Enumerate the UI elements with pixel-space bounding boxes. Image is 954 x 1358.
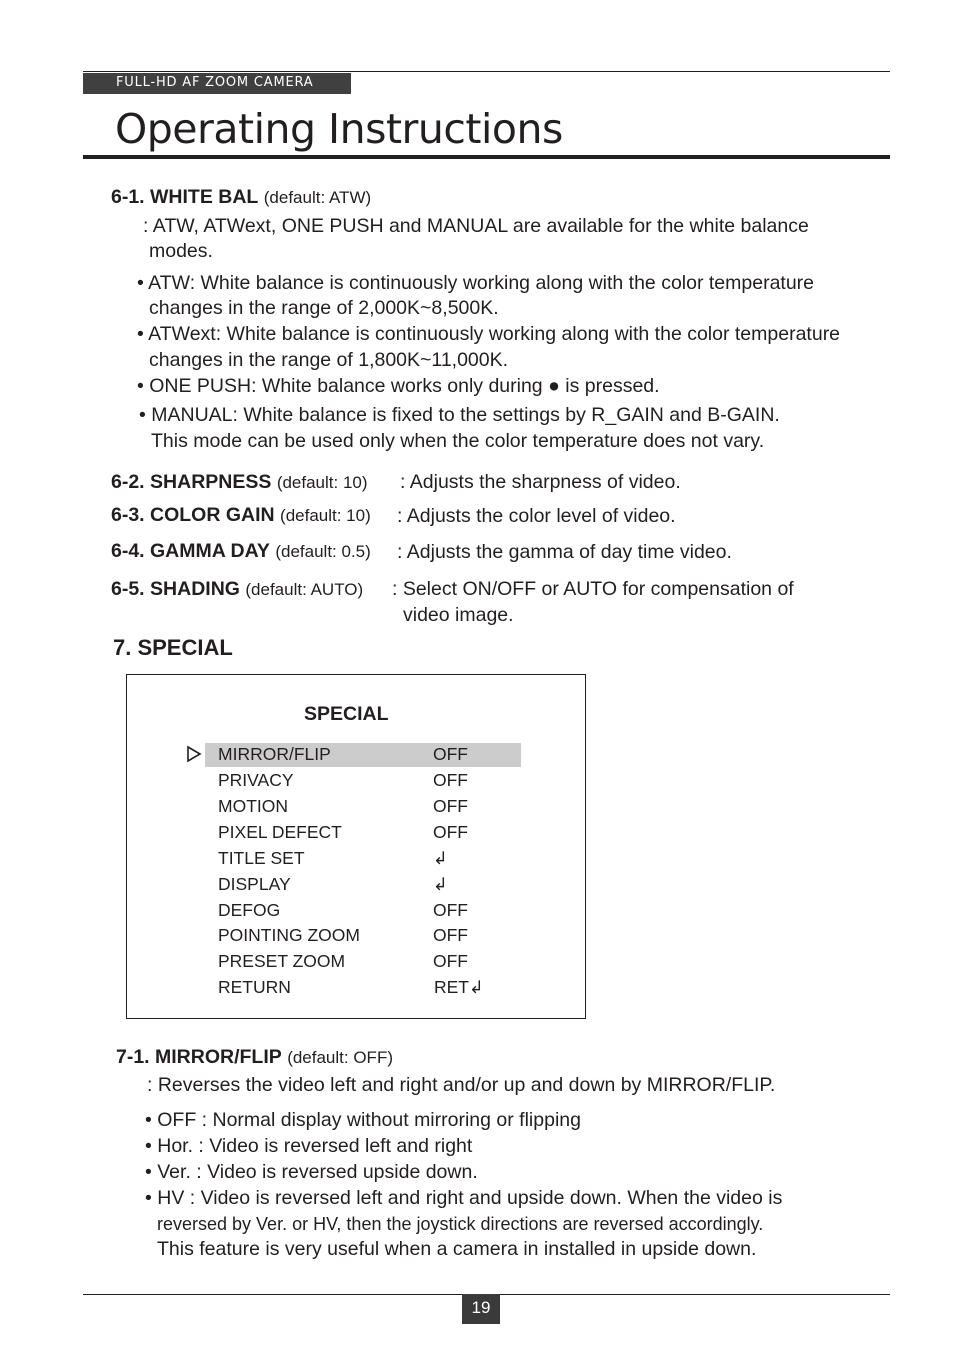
- title-rule: [83, 155, 890, 159]
- section-6-3-default: (default: 10): [280, 506, 371, 525]
- section-7-heading: 7. SPECIAL: [113, 635, 233, 660]
- section-6-1-bullet-atw-2: changes in the range of 2,000K~8,500K.: [149, 297, 499, 319]
- osd-menu-title: SPECIAL: [304, 703, 389, 725]
- section-6-1-label: 6-1. WHITE BAL: [111, 186, 259, 208]
- osd-menu-item-value: OFF: [433, 951, 468, 971]
- osd-menu-item-label: RETURN: [218, 977, 291, 997]
- osd-menu-item-label: MOTION: [218, 796, 288, 816]
- section-6-1-bullet-atwext-2: changes in the range of 1,800K~11,000K.: [149, 349, 509, 371]
- section-6-2-heading: [111, 471, 368, 494]
- section-6-1-bullet-onepush: • ONE PUSH: White balance works only during ● is pressed.: [137, 375, 660, 397]
- section-7-1-bullet-hv-1: • HV : Video is reversed left and right and upside down. When the video is: [145, 1187, 783, 1209]
- product-tag: FULL-HD AF ZOOM CAMERA: [116, 75, 314, 90]
- osd-menu-item-value: OFF: [433, 796, 468, 816]
- osd-menu-item-value: ↲: [433, 874, 448, 894]
- section-6-3-label: 6-3. COLOR GAIN: [111, 504, 275, 526]
- osd-menu-item-label: DEFOG: [218, 900, 281, 920]
- osd-menu-item-label: PIXEL DEFECT: [218, 822, 342, 842]
- section-6-1-bullet-atw-1: • ATW: White balance is continuously working along with the color temperature: [137, 272, 815, 294]
- section-6-2-label: 6-2. SHARPNESS: [111, 471, 272, 493]
- page-number: 19: [462, 1294, 500, 1324]
- osd-menu-item-value: OFF: [433, 925, 468, 945]
- section-6-5-desc-2: video image.: [403, 604, 514, 626]
- section-6-5-desc-1: : Select ON/OFF or AUTO for compensation of: [392, 578, 794, 600]
- osd-menu-item-value: OFF: [433, 900, 468, 920]
- osd-menu-item-label: POINTING ZOOM: [218, 925, 360, 945]
- section-6-5-label: 6-5. SHADING: [111, 578, 240, 600]
- section-7-1-bullet-hv-3: This feature is very useful when a camera in installed in upside down.: [157, 1238, 757, 1260]
- section-7-1-bullet-off: • OFF : Normal display without mirroring or flipping: [145, 1109, 581, 1131]
- osd-menu-item-value: OFF: [433, 770, 468, 790]
- osd-menu-item-value: ↲: [433, 848, 448, 868]
- section-6-4-desc: : Adjusts the gamma of day time video.: [397, 541, 732, 563]
- section-6-1-bullet-manual-1: • MANUAL: White balance is fixed to the settings by R_GAIN and B-GAIN.: [139, 404, 780, 426]
- section-6-1-heading: [111, 186, 371, 209]
- section-6-4-label: 6-4. GAMMA DAY: [111, 540, 270, 562]
- page-title: Operating Instructions: [115, 105, 563, 153]
- section-6-3-desc: : Adjusts the color level of video.: [397, 505, 676, 527]
- section-6-4-default: (default: 0.5): [275, 542, 371, 561]
- osd-menu-item-label: TITLE SET: [218, 848, 305, 868]
- osd-menu-item-value: OFF: [433, 822, 468, 842]
- section-7-1-label: 7-1. MIRROR/FLIP: [116, 1046, 282, 1068]
- section-6-3-heading: [111, 504, 371, 527]
- osd-menu-item-value: RET↲: [434, 977, 484, 997]
- section-6-4-heading: [111, 540, 371, 563]
- section-6-1-desc-2: modes.: [149, 240, 213, 262]
- section-6-1-bullet-manual-2: This mode can be used only when the color temperature does not vary.: [151, 430, 765, 452]
- section-6-1-bullet-atwext-1: • ATWext: White balance is continuously working along with the color temperature: [137, 323, 841, 345]
- section-6-5-default: (default: AUTO): [245, 580, 364, 599]
- triangle-right-outline-icon: [186, 745, 202, 763]
- section-6-2-default: (default: 10): [276, 473, 368, 492]
- section-7-1-default: (default: OFF): [287, 1048, 393, 1067]
- section-7-1-heading: [116, 1046, 393, 1069]
- section-7-1-bullet-ver: • Ver. : Video is reversed upside down.: [145, 1161, 478, 1183]
- section-6-5-heading: [111, 578, 363, 601]
- section-7-1-desc: : Reverses the video left and right and/or up and down by MIRROR/FLIP.: [147, 1074, 776, 1096]
- section-6-2-desc: : Adjusts the sharpness of video.: [400, 471, 681, 493]
- section-7-1-bullet-hor: • Hor. : Video is reversed left and right: [145, 1135, 473, 1157]
- osd-menu-item-label: DISPLAY: [218, 874, 291, 894]
- osd-menu-item-label: PRESET ZOOM: [218, 951, 346, 971]
- osd-menu-item-label: MIRROR/FLIP: [218, 744, 331, 764]
- section-6-1-desc-1: : ATW, ATWext, ONE PUSH and MANUAL are available for the white balance: [143, 215, 809, 237]
- header-top-rule: [83, 71, 890, 72]
- osd-menu-item-value: OFF: [433, 744, 468, 764]
- section-6-1-default: (default: ATW): [263, 188, 372, 207]
- osd-menu-item-label: PRIVACY: [218, 770, 294, 790]
- section-7-1-bullet-hv-2: reversed by Ver. or HV, then the joystick directions are reversed accordingly.: [157, 1214, 764, 1234]
